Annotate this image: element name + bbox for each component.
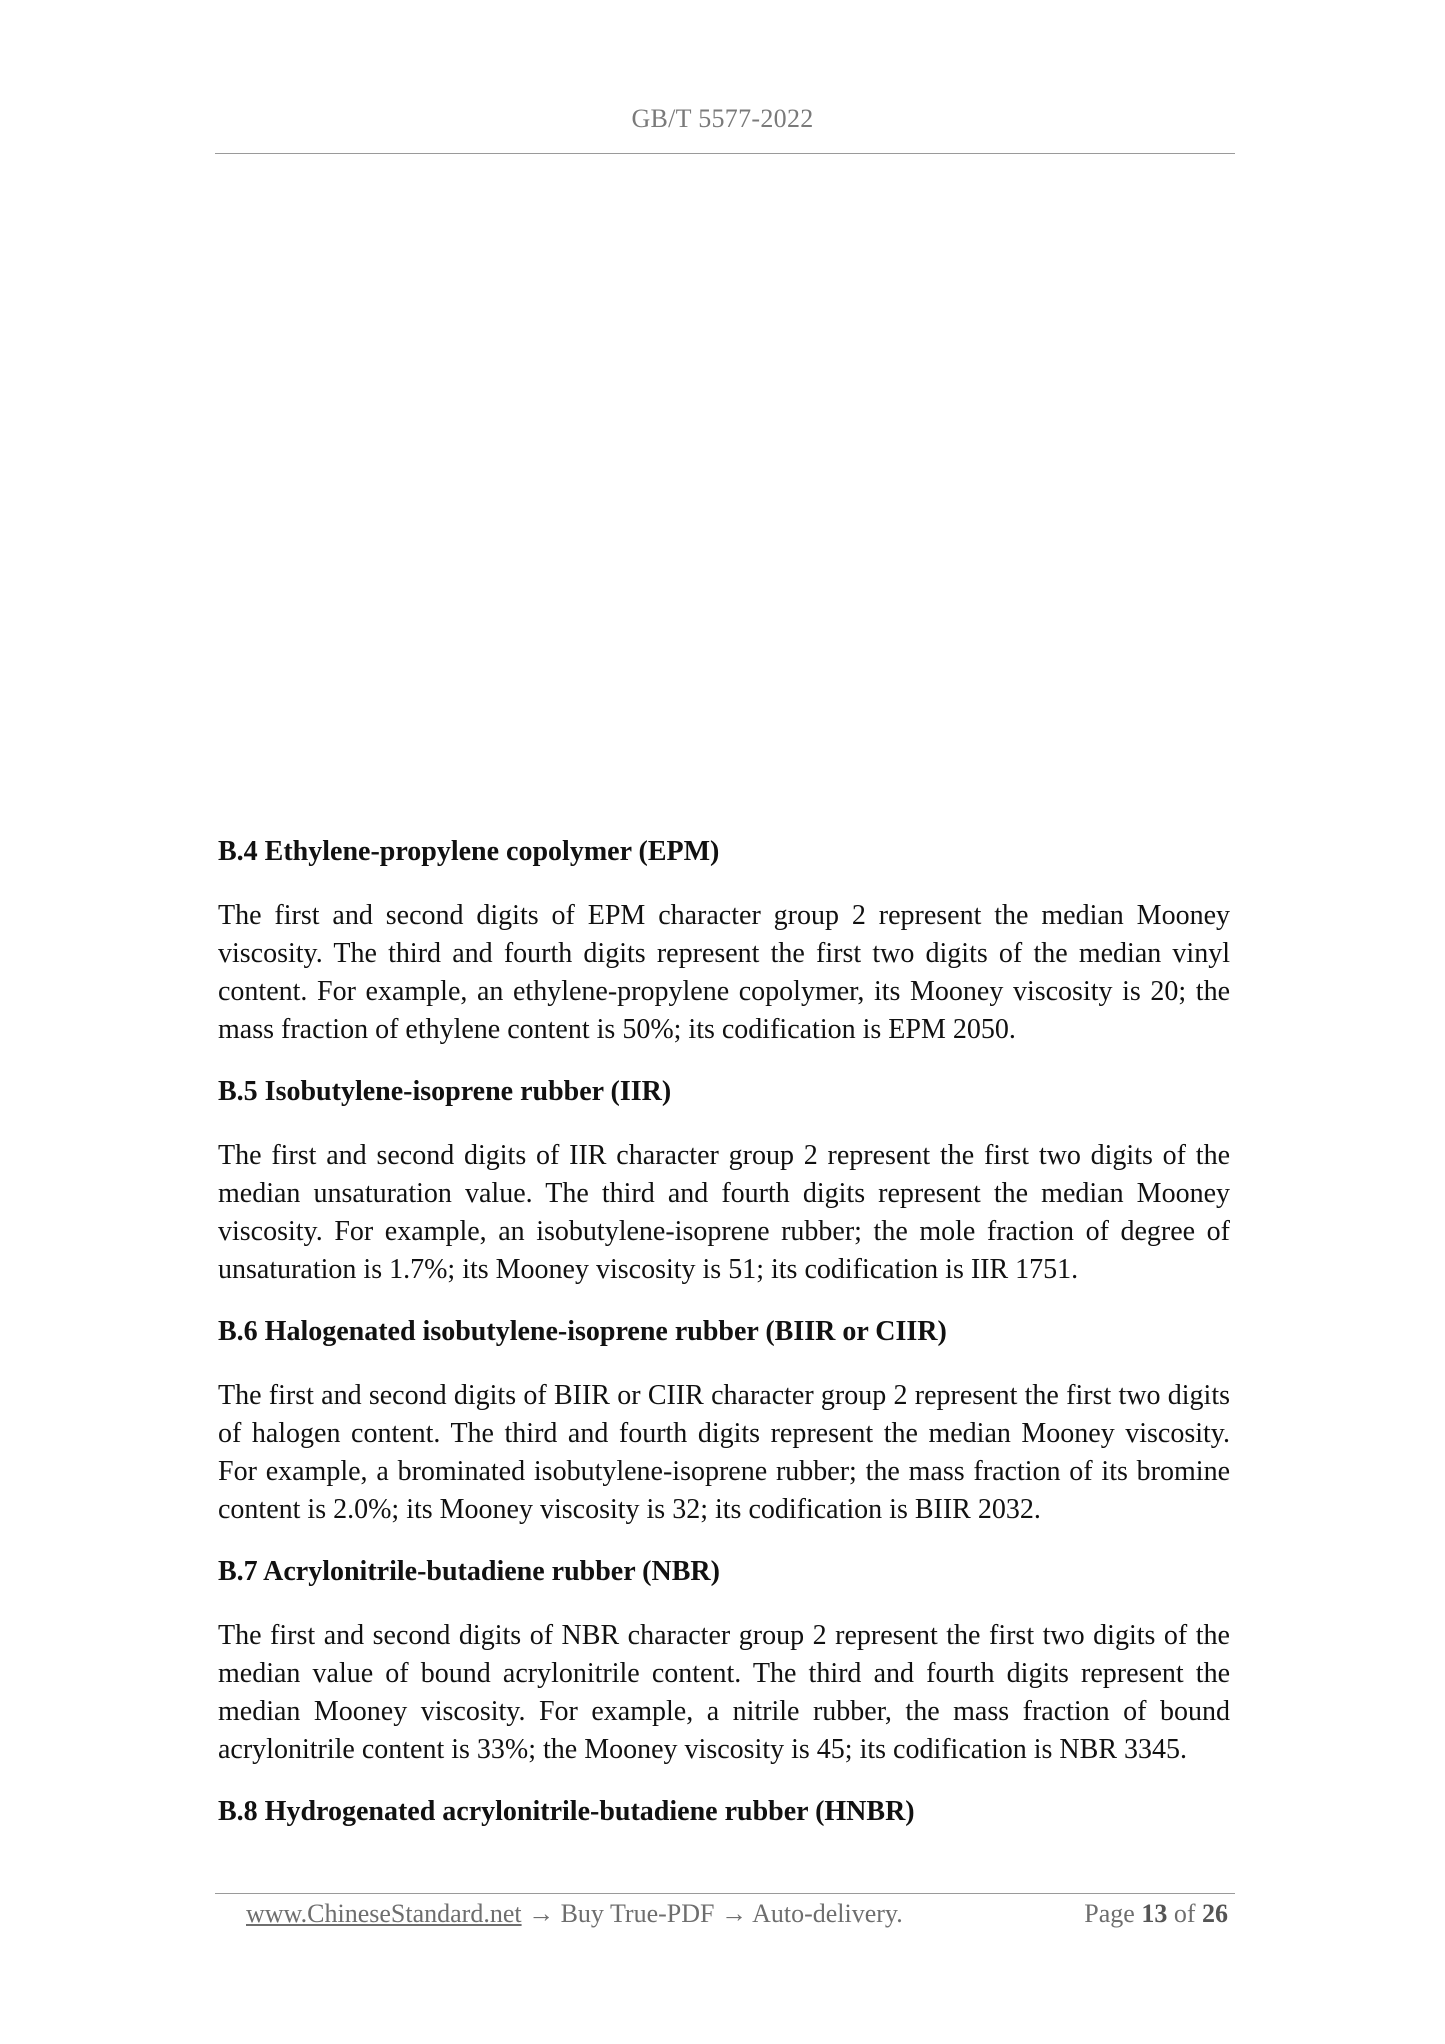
page-indicator: [1084, 1899, 1228, 1929]
section-heading-b5: B.5 Isobutylene-isoprene rubber (IIR): [218, 1076, 672, 1107]
of-label: of: [1173, 1899, 1196, 1928]
header-divider: [215, 153, 1235, 154]
document-code-header: GB/T 5577-2022: [631, 104, 814, 133]
website-link[interactable]: www.ChineseStandard.net: [246, 1899, 522, 1928]
page-footer: [246, 1899, 1228, 1935]
section-heading-b4: B.4 Ethylene-propylene copolymer (EPM): [218, 836, 720, 867]
document-content: [218, 833, 1230, 1831]
page-label: Page: [1084, 1899, 1135, 1928]
section-body-b5: The first and second digits of IIR character group 2 represent the first two digits of the median unsaturation value. The third and fourth digits represent the median Mooney viscosity. For example, an isobutylene-isoprene rubber; the mole fraction of degree of unsaturation is 1.7%; its Mooney viscosity is 51; its codification is IIR 1751.: [218, 1140, 1230, 1285]
total-pages-number: 26: [1202, 1899, 1228, 1928]
arrow-right-icon: →: [528, 1899, 555, 1928]
section-body-b4: The first and second digits of EPM character group 2 represent the median Mooney viscosity. The third and fourth digits represent the first two digits of the median vinyl content. For example, an ethylene-propylene copolymer, its Mooney viscosity is 20; the mass fraction of ethylene content is 50%; its codification is EPM 2050.: [218, 900, 1230, 1045]
section-body-b6: The first and second digits of BIIR or CIIR character group 2 represent the first two digits of halogen content. The third and fourth digits represent the median Mooney viscosity. For example, a brominated isobutylene-isoprene rubber; the mass fraction of its bromine content is 2.0%; its Mooney viscosity is 32; its codification is BIIR 2032.: [218, 1380, 1230, 1525]
current-page-number: 13: [1141, 1899, 1168, 1928]
footer-divider: [215, 1893, 1235, 1894]
footer-promo: [246, 1899, 903, 1929]
section-body-b7: The first and second digits of NBR character group 2 represent the first two digits of the median value of bound acrylonitrile content. The third and fourth digits represent the median Mooney viscosity. For example, a nitrile rubber, the mass fraction of bound acrylonitrile content is 33%; the Mooney viscosity is 45; its codification is NBR 3345.: [218, 1620, 1230, 1765]
buy-pdf-text: Buy True-PDF: [560, 1899, 715, 1928]
auto-delivery-text: Auto-delivery.: [752, 1899, 903, 1928]
arrow-right-icon: →: [721, 1899, 747, 1928]
section-heading-b8: B.8 Hydrogenated acrylonitrile-butadiene rubber (HNBR): [218, 1796, 915, 1827]
section-heading-b7: B.7 Acrylonitrile-butadiene rubber (NBR): [218, 1556, 720, 1587]
section-heading-b6: B.6 Halogenated isobutylene-isoprene rubber (BIIR or CIIR): [218, 1316, 947, 1347]
